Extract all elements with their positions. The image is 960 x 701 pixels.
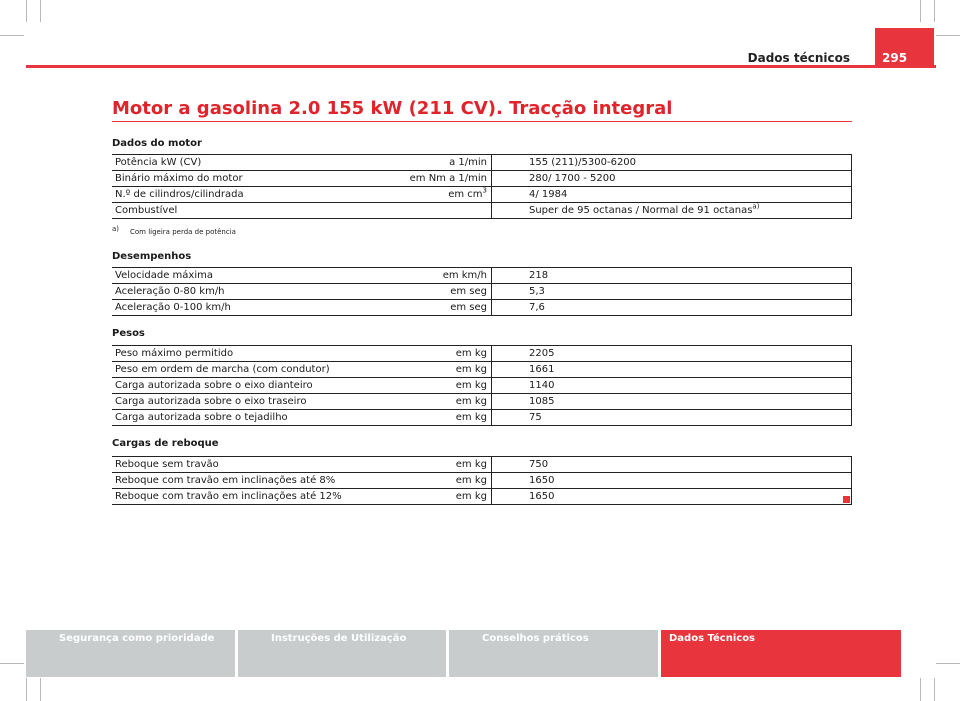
row-value: 280/ 1700 - 5200 [492,171,852,187]
page-number: 295 [875,28,934,68]
crop-mark [934,0,935,22]
section-heading-reboque: Cargas de reboque [112,438,219,449]
row-label: Reboque sem travão [112,457,378,473]
table-row [112,378,852,394]
table-row [112,362,852,378]
row-unit: em Nm a 1/min [378,171,492,187]
footer-nav [26,630,934,677]
footer-tab-instrucoes[interactable]: Instruções de Utilização [238,630,446,677]
table-row [112,410,852,426]
row-unit: em km/h [378,268,492,284]
table-row [112,171,852,187]
crop-mark [936,663,960,664]
table-row [112,457,852,473]
row-unit: em kg [378,362,492,378]
row-value: 218 [492,268,852,284]
row-unit: em kg [378,489,492,505]
crop-mark [936,35,960,36]
row-label: Binário máximo do motor [112,171,378,187]
row-value: 7,6 [492,300,852,316]
section-heading-desempenhos: Desempenhos [112,251,192,262]
table-row [112,187,852,203]
row-value: 1140 [492,378,852,394]
row-label: Peso máximo permitido [112,346,378,362]
crop-mark [40,678,41,701]
row-unit: em kg [378,394,492,410]
row-unit: em kg [378,346,492,362]
desempenhos-table [112,267,852,316]
row-value: 75 [492,410,852,426]
row-value [492,203,852,219]
row-label: Carga autorizada sobre o tejadilho [112,410,378,426]
row-label: Carga autorizada sobre o eixo dianteiro [112,378,378,394]
table-row [112,268,852,284]
row-unit: em kg [378,378,492,394]
header-title: Dados técnicos [747,51,850,65]
row-value: 1661 [492,362,852,378]
value-text: Super de 95 octanas / Normal de 91 octanas [529,205,753,216]
crop-mark [920,0,921,22]
footnote-reference: a) [752,202,760,211]
row-label: Reboque com travão em inclinações até 8% [112,473,378,489]
row-value: 155 (211)/5300-6200 [492,155,852,171]
table-row [112,394,852,410]
row-label: Aceleração 0-80 km/h [112,284,378,300]
table-row [112,346,852,362]
row-label: Aceleração 0-100 km/h [112,300,378,316]
crop-mark [0,663,24,664]
crop-mark [40,0,41,22]
row-unit: em kg [378,473,492,489]
footer-tab-seguranca[interactable]: Segurança como prioridade [26,630,235,677]
row-label: Carga autorizada sobre o eixo traseiro [112,394,378,410]
crop-mark [26,0,27,22]
crop-mark [26,678,27,701]
unit-superscript: 3 [482,186,487,195]
motor-table [112,154,852,219]
section-heading-pesos: Pesos [112,328,145,339]
end-of-section-marker [843,496,850,503]
row-value: 2205 [492,346,852,362]
footer-tab-dados-tecnicos[interactable]: Dados Técnicos [661,630,901,677]
table-row [112,489,852,505]
row-value: 1650 [492,489,852,505]
row-unit: em seg [378,300,492,316]
reboque-table [112,456,852,505]
row-unit: em kg [378,457,492,473]
page-title: Motor a gasolina 2.0 155 kW (211 CV). Tracção integral [112,98,673,119]
table-row [112,284,852,300]
unit-text: em cm [448,189,483,200]
pesos-table [112,345,852,426]
row-value: 1650 [492,473,852,489]
row-value: 4/ 1984 [492,187,852,203]
section-heading-motor: Dados do motor [112,138,202,149]
row-label: Potência kW (CV) [112,155,378,171]
row-label: Reboque com travão em inclinações até 12% [112,489,378,505]
row-label: N.º de cilindros/cilindrada [112,187,378,203]
crop-mark [920,678,921,701]
title-rule [112,121,852,122]
crop-mark [0,35,24,36]
footnote-text: Com ligeira perda de potência [130,228,236,236]
table-row [112,300,852,316]
footnote: $^{a)}$ Com ligeira perda de potência [112,224,236,236]
table-row [112,473,852,489]
crop-mark [934,678,935,701]
row-label: Combustível [112,203,378,219]
row-label: Peso em ordem de marcha (com condutor) [112,362,378,378]
row-value: 1085 [492,394,852,410]
footer-tab-conselhos[interactable]: Conselhos práticos [449,630,658,677]
row-unit: a 1/min [378,155,492,171]
row-unit [378,203,492,219]
row-value: 750 [492,457,852,473]
header-rule [26,65,936,68]
row-value: 5,3 [492,284,852,300]
row-unit [378,187,492,203]
table-row [112,203,852,219]
row-unit: em kg [378,410,492,426]
table-row [112,155,852,171]
row-unit: em seg [378,284,492,300]
row-label: Velocidade máxima [112,268,378,284]
